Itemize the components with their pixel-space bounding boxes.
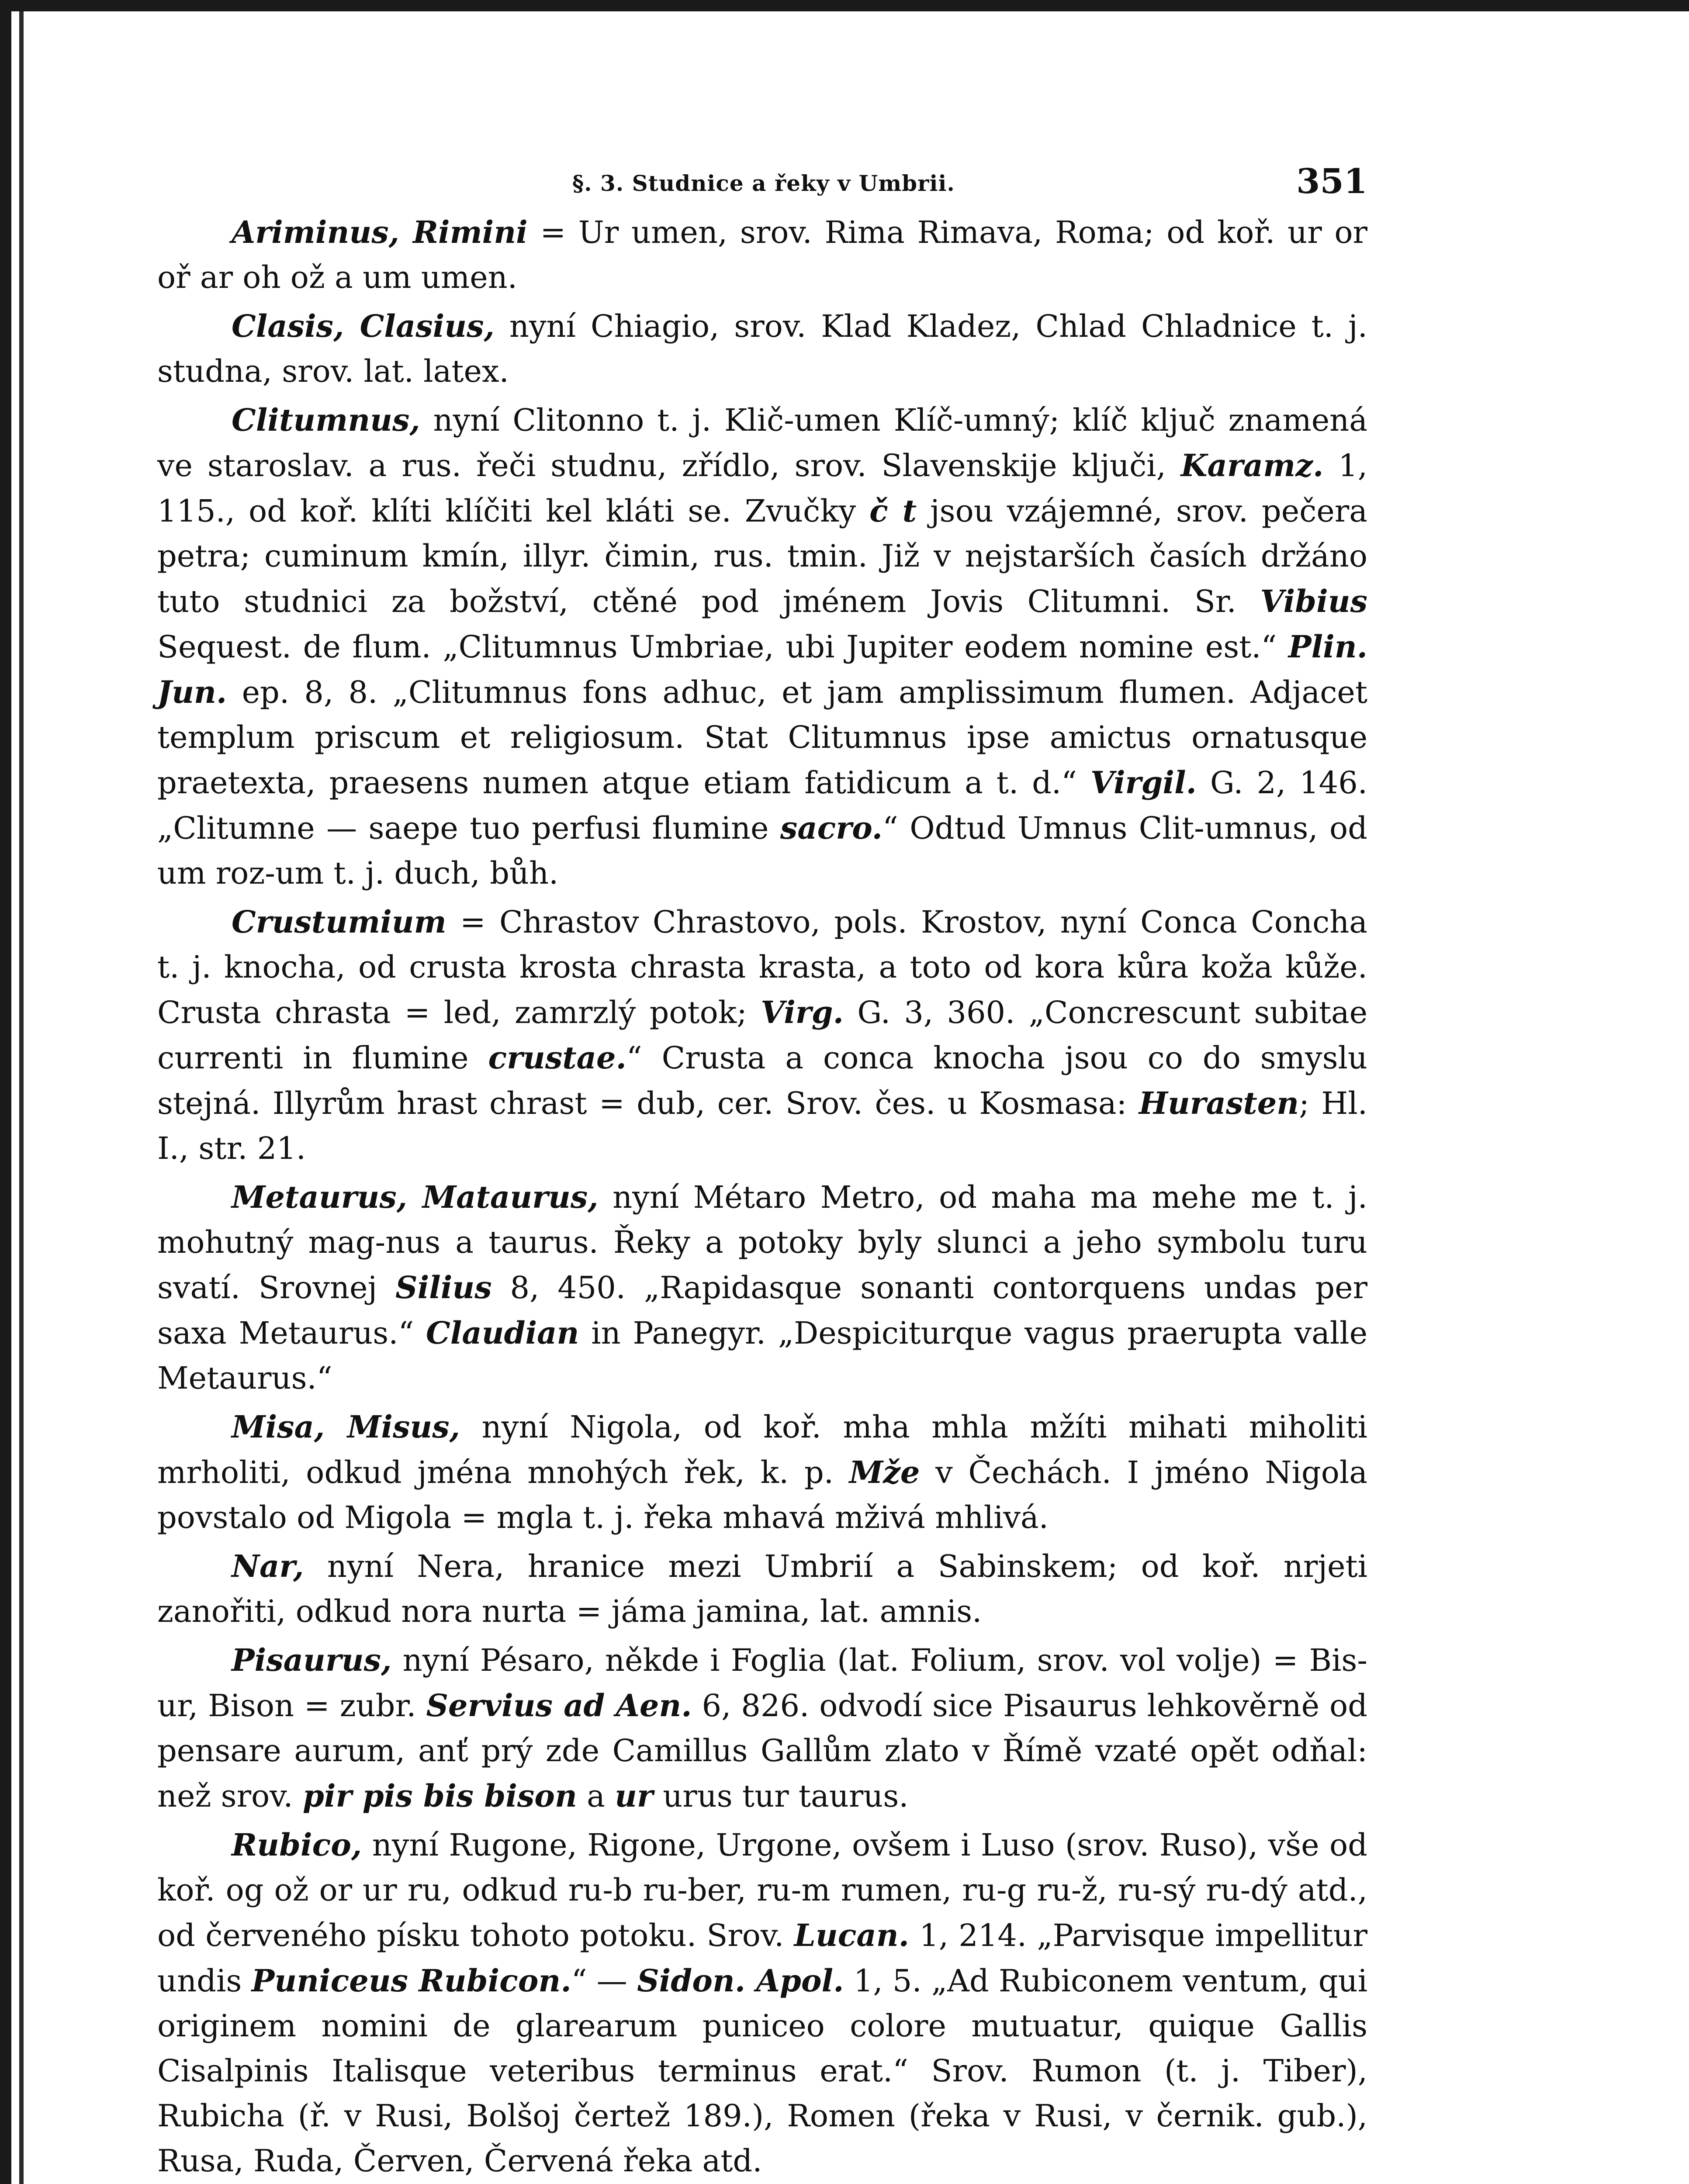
entry-paragraph [157, 899, 1367, 1171]
text-run: nyní Pésaro, někde i Foglia (lat. Folium, srov. vol volje) = Bis-ur, Bison = zubr. [157, 1642, 1367, 1724]
running-title: §. 3. Studnice a řeky v Umbrii. [572, 170, 955, 196]
italic-term: Rubico, [232, 1827, 362, 1863]
text-run: nyní Rugone, Rigone, Urgone, ovšem i Luso (srov. Ruso), vše od koř. og ož or ur ru, odkud ru-b ru-ber, ru-m rumen, ru-g ru-ž, ru-sý ru-dý atd., od červeného písku tohoto potoku. Srov. [157, 1827, 1367, 1953]
page-number: 351 [1296, 162, 1367, 201]
italic-term: Virgil. [1090, 764, 1197, 801]
scan-border-left [0, 0, 11, 2184]
entry-paragraph [157, 210, 1367, 300]
text-run: 6, 826. odvodí sice Pisaurus lehkověrně od pensare aurum, anť prý zde Camillus Gallům zlato v Římě vzaté opět odňal: než srov. [157, 1688, 1367, 1814]
italic-term: ur [615, 1778, 653, 1814]
text-run: v Čechách. I jméno Nigola povstalo od Migola = mgla t. j. řeka mhavá mživá mhlivá. [157, 1455, 1367, 1535]
text-run: “ — [571, 1963, 637, 1999]
text-run: G. 3, 360. „Concrescunt subitae currenti in flumine [157, 995, 1367, 1076]
body-text [157, 210, 1367, 2184]
text-run: 8, 450. „Rapidasque sonanti contorquens undas per saxa Metaurus.“ [157, 1270, 1367, 1351]
text-run: a [577, 1778, 615, 1814]
text-run: = Chrastov Chrastovo, pols. Krostov, nyní Conca Concha t. j. knocha, od crusta krosta chrasta krasta, a toto od kora kůra koža kůže. Crusta chrasta = led, zamrzlý potok; [157, 904, 1367, 1030]
italic-term: Nar, [232, 1548, 304, 1584]
text-run: 1, 5. „Ad Rubiconem ventum, qui originem nomini de glarearum puniceo colore mutuatur, quique Gallis Cisalpinis Italisque veteribus terminus erat.“ Srov. Rumon (t. j. Tiber), Rubicha (ř. v Rusi, Bolšoj čertež 189.), Romen (řeka v Rusi, v černik. gub.), Rusa, Ruda, Červen, Červená řeka atd. [157, 1963, 1367, 2179]
text-run: “ Crusta a conca knocha jsou co do smyslu stejná. Illyrům hrast chrast = dub, cer. Srov. čes. u Kosmasa: [157, 1040, 1367, 1121]
text-run: Sequest. de flum. „Clitumnus Umbriae, ubi Jupiter eodem nomine est.“ [157, 629, 1288, 665]
italic-term: Metaurus, Mataurus, [232, 1179, 599, 1215]
text-run: in Panegyr. „Despiciturque vagus praerupta valle Metaurus.“ [157, 1315, 1367, 1396]
entry-paragraph [157, 1175, 1367, 1401]
text-run: “ Odtud Umnus Clit-umnus, od um roz-um t. j. duch, bůh. [157, 810, 1367, 891]
italic-term: Servius ad Aen. [426, 1687, 692, 1724]
italic-term: sacro. [780, 810, 883, 846]
text-run: 1, 214. „Parvisque impellitur undis [157, 1918, 1367, 1999]
italic-term: Misa, Misus, [232, 1409, 460, 1445]
book-page [157, 162, 1367, 2184]
text-run: ; Hl. I., str. 21. [157, 1085, 1367, 1166]
italic-term: Clitumnus, [232, 402, 420, 438]
italic-term: Pisaurus, [232, 1642, 392, 1678]
italic-term: Virg. [761, 994, 844, 1030]
text-run: = Ur umen, srov. Rima Rimava, Roma; od koř. ur or oř ar oh ož a um umen. [157, 214, 1367, 295]
text-run: urus tur taurus. [653, 1778, 909, 1814]
italic-term: Puniceus Rubicon. [251, 1963, 571, 1999]
italic-term: č t [869, 493, 917, 529]
italic-term: Plin. Jun. [157, 629, 1367, 710]
italic-term: Sidon. Apol. [637, 1963, 844, 1999]
entry-paragraph [157, 1822, 1367, 2184]
text-run: jsou vzájemné, srov. pečera petra; cuminum kmín, illyr. čimin, rus. tmin. Již v nejstarších časích držáno tuto studnici za božství, ctěné pod jménem Jovis Clitumni. Sr. [157, 493, 1367, 619]
text-run: ep. 8, 8. „Clitumnus fons adhuc, et jam amplissimum flumen. Adjacet templum priscum et religiosum. Stat Clitumnus ipse amictus ornatusque praetexta, praesens numen atque etiam fatidicum a t. d.“ [157, 674, 1367, 801]
scan-border-top [0, 0, 1689, 11]
entry-paragraph [157, 1638, 1367, 1819]
italic-term: Lucan. [794, 1917, 909, 1953]
italic-term: Vibius [1260, 583, 1367, 619]
italic-term: Clasis, Clasius, [232, 308, 495, 344]
text-run: 1, 115., od koř. klíti klíčiti kel kláti se. Zvučky [157, 448, 1367, 529]
text-run: nyní Chiagio, srov. Klad Kladez, Chlad Chladnice t. j. studna, srov. lat. latex. [157, 308, 1367, 389]
text-run: nyní Clitonno t. j. Klič-umen Klíč-umný; klíč ključ znamená ve staroslav. a rus. řeči studnu, zřídlo, srov. Slavenskije ključi, [157, 402, 1367, 484]
text-run: G. 2, 146. „Clitumne — saepe tuo perfusi flumine [157, 765, 1368, 846]
text-run: nyní Nigola, od koř. mha mhla mžíti mihati miholiti mrholiti, odkud jména mnohých řek, k. p. [157, 1409, 1367, 1490]
italic-term: Hurasten [1139, 1085, 1299, 1121]
italic-term: crustae. [488, 1040, 626, 1076]
entry-paragraph [157, 1404, 1367, 1540]
entry-paragraph [157, 397, 1367, 896]
italic-term: Karamz. [1180, 447, 1324, 484]
italic-term: pir pis bis bison [302, 1778, 577, 1814]
italic-term: Claudian [426, 1315, 579, 1351]
italic-term: Crustumium [232, 904, 446, 940]
italic-term: Ariminus, Rimini [232, 214, 528, 250]
italic-term: Silius [395, 1269, 492, 1306]
text-run: nyní Métaro Metro, od maha ma mehe me t. j. mohutný mag-nus a taurus. Řeky a potoky byly slunci a jeho symbolu turu svatí. Srovnej [157, 1179, 1367, 1306]
entry-paragraph [157, 1544, 1367, 1634]
italic-term: Mže [849, 1454, 920, 1490]
running-head [157, 162, 1367, 210]
entry-paragraph [157, 304, 1367, 394]
scan-border-inner [19, 11, 24, 2184]
text-run: nyní Nera, hranice mezi Umbrií a Sabinskem; od koř. nrjeti zanořiti, odkud nora nurta = jáma jamina, lat. amnis. [157, 1548, 1367, 1629]
